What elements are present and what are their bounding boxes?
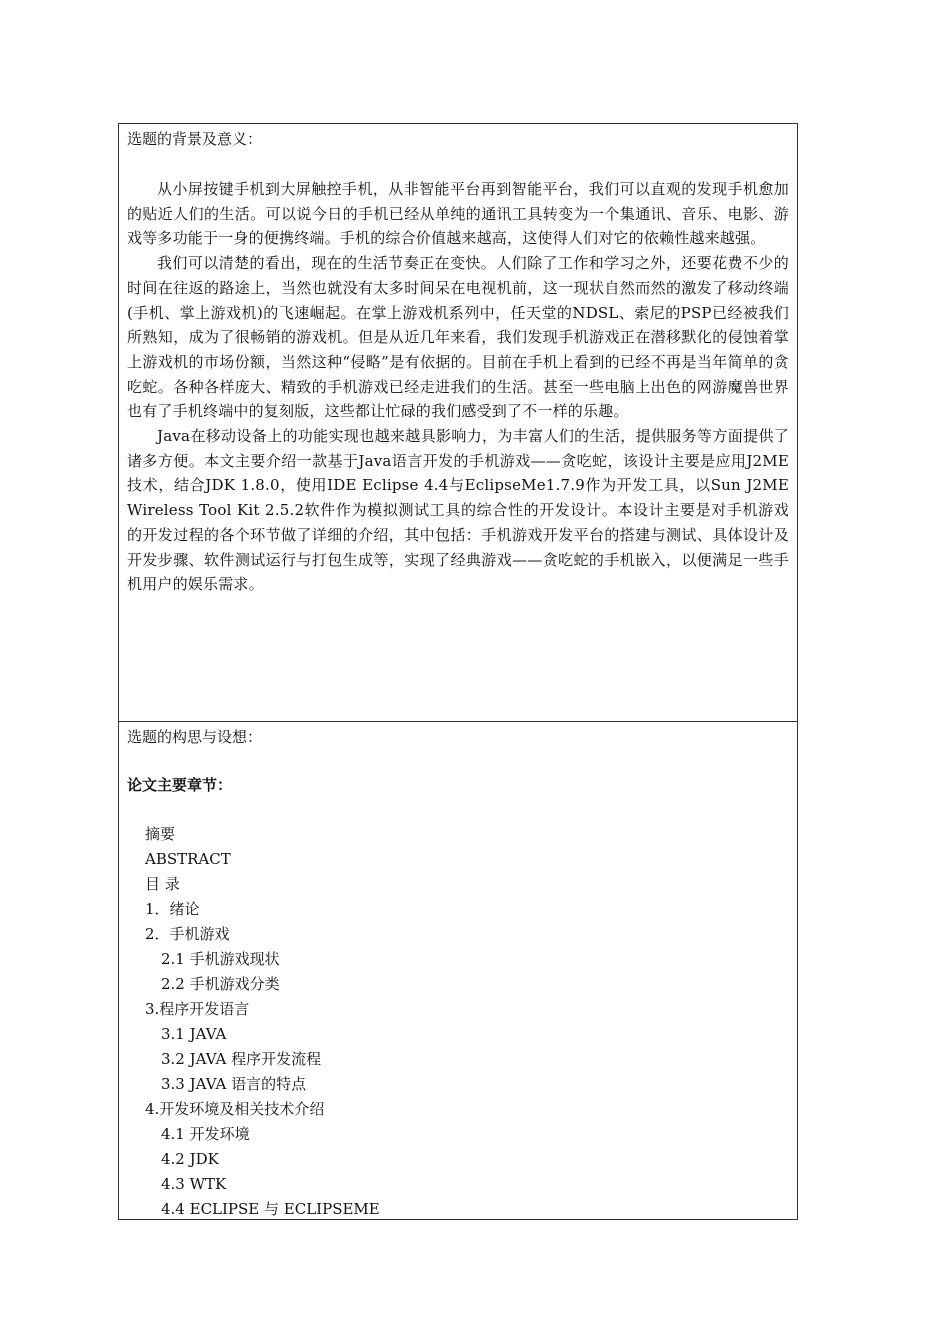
toc-chapter: 3.程序开发语言 (145, 1000, 250, 1018)
toc-subsection: 4.2 JDK (161, 1150, 219, 1168)
concept-cell (119, 722, 797, 1219)
background-paragraph: Java在移动设备上的功能实现也越来越具影响力，为丰富人们的生活，提供服务等方面提供了诸多方便。本文主要介绍一款基于Java语言开发的手机游戏——贪吃蛇，该设计主要是应用J2ME技术，结合JDK 1.8.0，使用IDE Eclipse 4.4与EclipseMe1.7.9作为开发工具，以Sun J2ME Wireless Tool Kit 2.5.2软件作为模拟测试工具的综合性的开发设计。本设计主要是对手机游戏的开发过程的各个环节做了详细的介绍，其中包括：手机游戏开发平台的搭建与测试、具体设计及开发步骤、软件测试运行与打包生成等，实现了经典游戏——贪吃蛇的手机嵌入，以便满足一些手机用户的娱乐需求。 (127, 427, 789, 594)
toc-subsection: 3.1 JAVA (161, 1025, 227, 1043)
background-paragraph: 我们可以清楚的看出，现在的生活节奏正在变快。人们除了工作和学习之外，还要花费不少的时间在往返的路途上，当然也就没有太多时间呆在电视机前，这一现状自然而然的激发了移动终端(手机、掌上游戏机)的飞速崛起。在掌上游戏机系列中，任天堂的NDSL、索尼的PSP已经被我们所熟知，成为了很畅销的游戏机。但是从近几年来看，我们发现手机游戏正在潜移默化的侵蚀着掌上游戏机的市场份额，当然这种“侵略”是有依据的。目前在手机上看到的已经不再是当年简单的贪吃蛇。各种各样庞大、精致的手机游戏已经走进我们的生活。甚至一些电脑上出色的网游魔兽世界也有了手机终端中的复刻版，这些都让忙碌的我们感受到了不一样的乐趣。 (127, 254, 789, 421)
toc-subsection: 4.1 开发环境 (161, 1125, 250, 1143)
background-paragraphs (127, 177, 789, 597)
toc-chapter: 4.开发环境及相关技术介绍 (145, 1100, 325, 1118)
toc-chapter: 2．手机游戏 (145, 925, 230, 943)
background-label: 选题的背景及意义： (127, 130, 263, 148)
background-paragraph: 从小屏按键手机到大屏触控手机，从非智能平台再到智能平台，我们可以直观的发现手机愈加的贴近人们的生活。可以说今日的手机已经从单纯的通讯工具转变为一个集通讯、音乐、电影、游戏等多功能于一身的便携终端。手机的综合价值越来越高，这使得人们对它的依赖性越来越强。 (127, 180, 789, 248)
toc-subsection: 3.2 JAVA 程序开发流程 (161, 1050, 322, 1068)
chapters-heading: 论文主要章节： (127, 776, 233, 794)
concept-label: 选题的构思与设想： (127, 728, 263, 746)
toc-chapter: 目 录 (145, 875, 180, 893)
proposal-table (118, 123, 798, 1220)
toc-chapter: ABSTRACT (145, 850, 231, 868)
toc-chapter: 摘要 (145, 825, 176, 843)
toc-subsection: 3.3 JAVA 语言的特点 (161, 1075, 307, 1093)
toc-subsection: 4.3 WTK (161, 1175, 227, 1193)
toc-chapter: 1．绪论 (145, 900, 200, 918)
background-cell (119, 124, 797, 722)
toc-subsection: 4.4 ECLIPSE 与 ECLIPSEME (161, 1200, 380, 1218)
toc-subsection: 2.2 手机游戏分类 (161, 975, 280, 993)
toc-subsection: 2.1 手机游戏现状 (161, 950, 280, 968)
chapter-list (127, 822, 789, 1222)
